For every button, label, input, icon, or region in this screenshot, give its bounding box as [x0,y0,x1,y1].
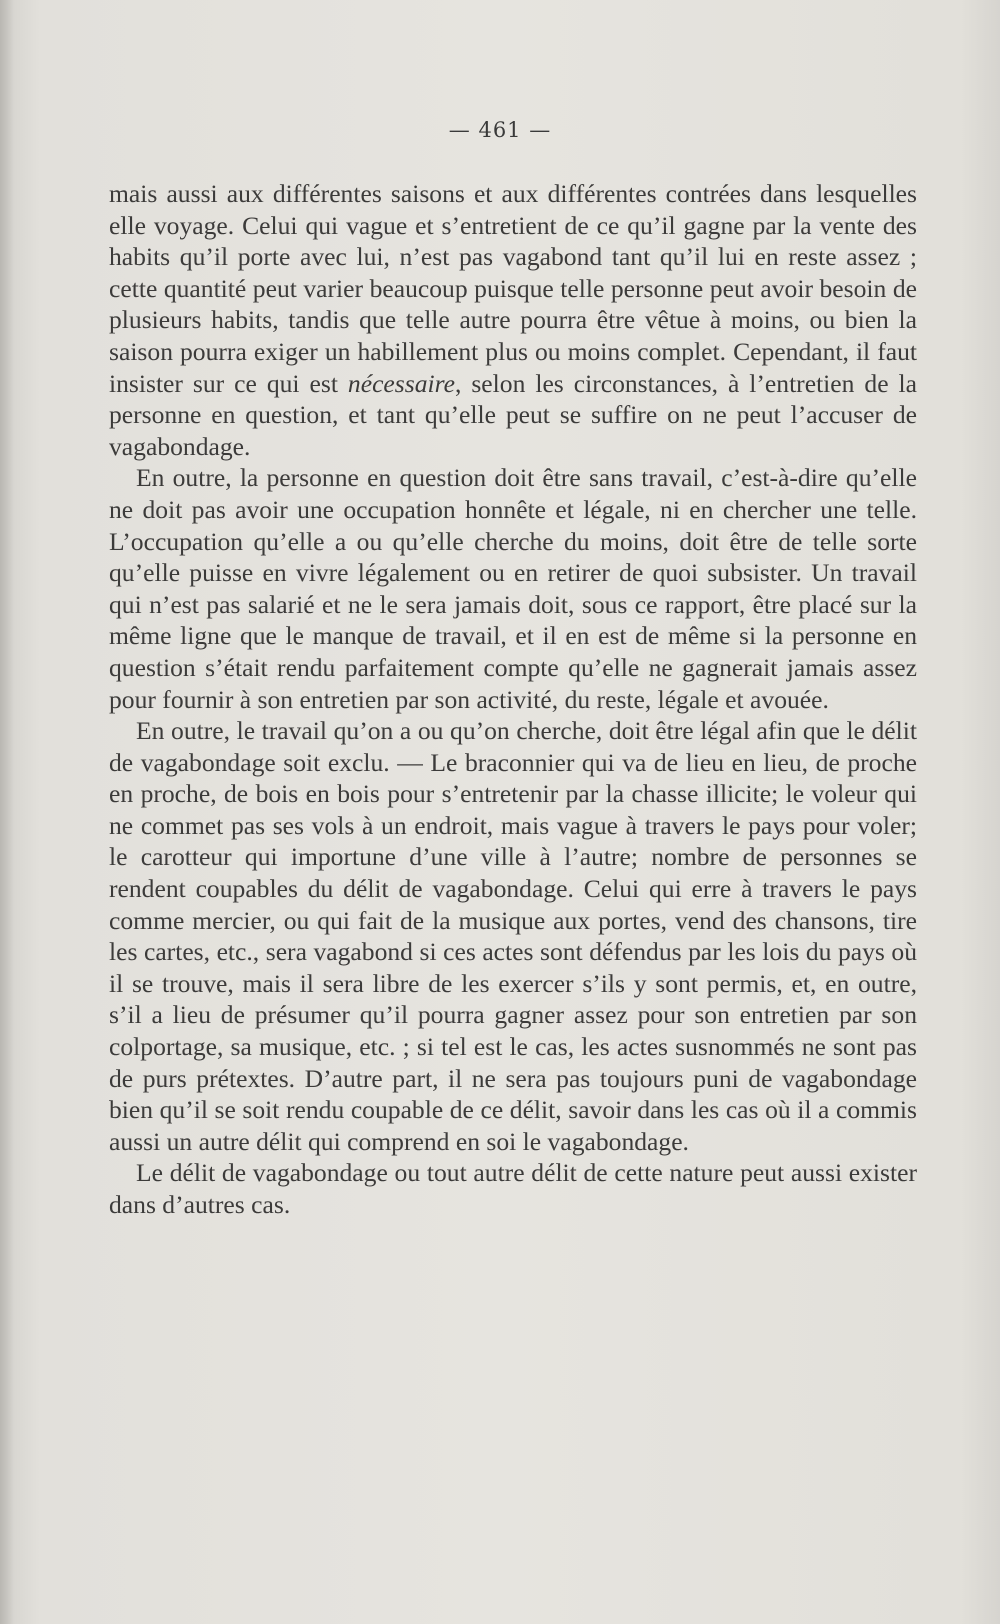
page-number: — 461 — [448,118,552,142]
paragraph-1 [109,178,917,462]
emphasis-necessaire: nécessaire [347,368,455,398]
paragraph-2: En outre, la personne en question doit être sans travail, c’est-à-dire qu’elle ne doit pas avoir une occupation honnête et légale, ni en chercher une telle. L’occupation qu’elle a ou qu’elle cherche du moins, doit être de telle sorte qu’elle puisse en vivre légalement ou en retirer de quoi subsister. Un travail qui n’est pas salarié et ne le sera jamais doit, sous ce rapport, être placé sur la même ligne que le manque de travail, et il en est de même si la personne en question s’était rendu parfaitement compte qu’elle ne gagnerait jamais assez pour fournir à son entretien par son activité, du reste, légale et avouée. [109,463,917,714]
paragraph-3: En outre, le travail qu’on a ou qu’on cherche, doit être légal afin que le délit de vagabondage soit exclu. — Le braconnier qui va de lieu en lieu, de proche en proche, de bois en bois pour s’entretenir par la chasse illicite; le voleur qui ne commet pas ses vols à un endroit, mais vague à travers le pays pour voler; le carotteur qui importune d’une ville à l’autre; nombre de personnes se rendent coupables du délit de vagabondage. Celui qui erre à travers le pays comme mercier, ou qui fait de la musique aux portes, vend des chansons, tire les cartes, etc., sera vagabond si ces actes sont défendus par les lois du pays où il se trouve, mais il sera libre de les exercer s’ils y sont permis, et, en outre, s’il a lieu de présumer qu’il pourra gagner assez pour son entretien par son colportage, sa musique, etc. ; si tel est le cas, les actes susnommés ne sont pas de purs prétextes. D’autre part, il ne sera pas toujours puni de vagabondage bien qu’il se soit rendu coupable de ce délit, savoir dans les cas où il a commis aussi un autre délit qui comprend en soi le vagabondage. [109,716,917,1156]
paragraph-4: Le délit de vagabondage ou tout autre délit de cette nature peut aussi exister dans d’autres cas. [109,1158,917,1219]
paragraph-1-text-b: , selon les circonstances, à l’entretien de la personne en question, et tant qu’elle peut se suffire on ne peut l’accuser de vagabondage. [109,368,918,461]
body-text [109,178,917,1221]
page-edge-shadow [0,0,14,1624]
paragraph-1-text-a: mais aussi aux différentes saisons et aux différentes contrées dans lesquelles elle voyage. Celui qui vague et s’entretient de ce qu’il gagne par la vente des habits qu’il porte avec lui, n’est pas vagabond tant qu’il lui en reste assez ; cette quantité peut varier beaucoup puisque telle personne peut avoir besoin de plusieurs habits, tandis que telle autre pourra être vêtue à moins, ou bien la saison pourra exiger un habillement plus ou moins complet. Cependant, il faut insister sur ce qui est [109,179,917,398]
